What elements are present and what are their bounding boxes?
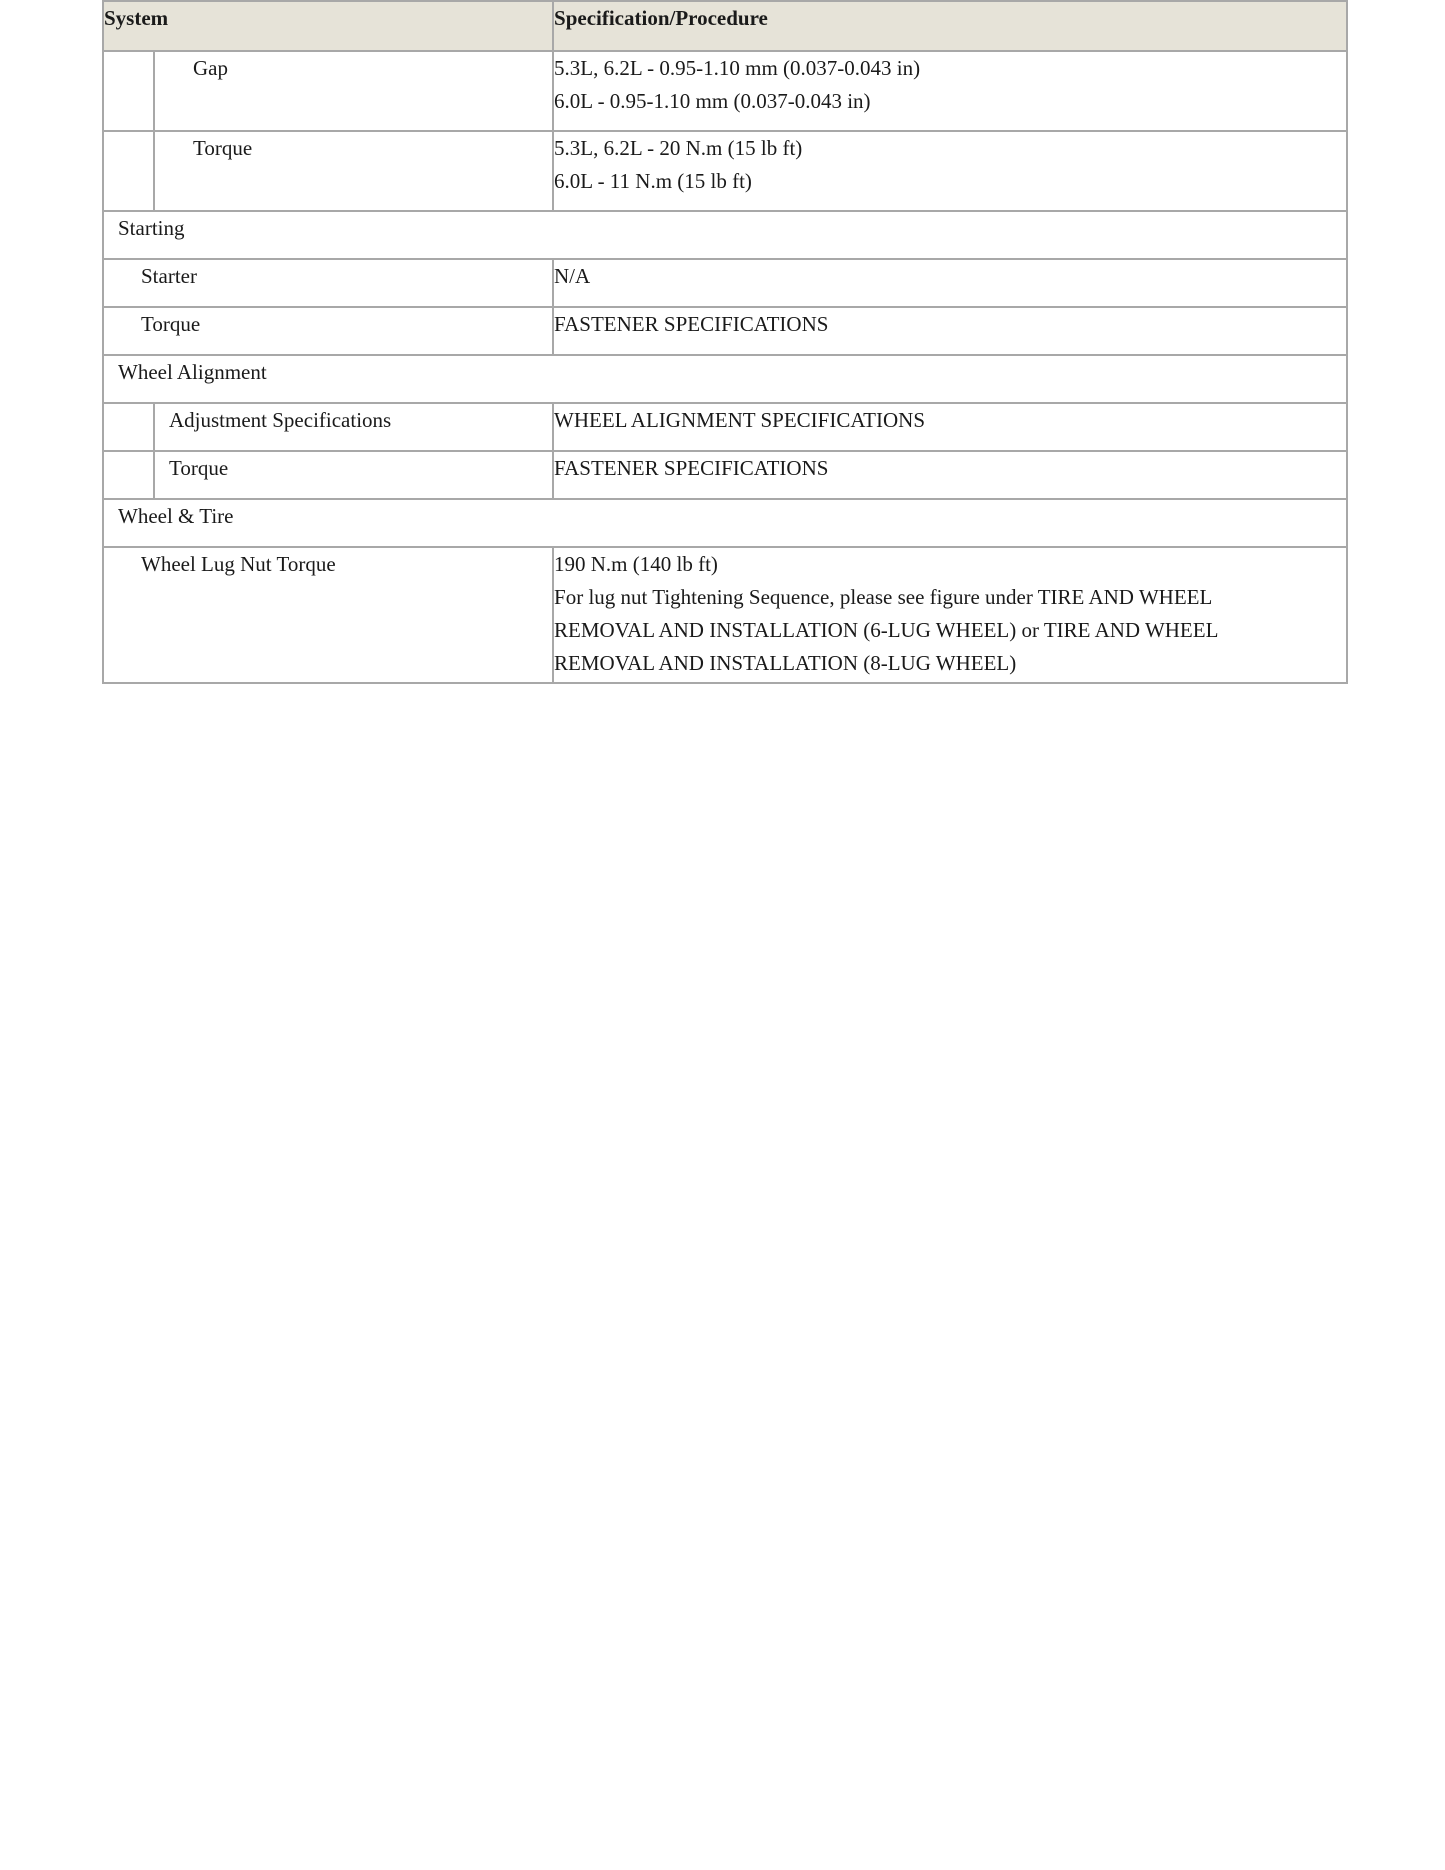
table-row-starting-torque (103, 307, 1347, 355)
spec-line: 6.0L - 11 N.m (15 lb ft) (554, 169, 752, 193)
system-cell (154, 51, 553, 131)
spec-line: 5.3L, 6.2L - 0.95-1.10 mm (0.037-0.043 in) (554, 56, 921, 80)
indent-cell (103, 403, 154, 451)
header-specification: Specification/Procedure (553, 1, 1347, 51)
spec-cell-starter: N/A (553, 259, 1347, 307)
indent-cell (103, 451, 154, 499)
indent-cell (103, 51, 154, 131)
table-row-starter (103, 259, 1347, 307)
section-row-starting (103, 211, 1347, 259)
section-heading-wheel-tire: Wheel & Tire (103, 499, 1347, 547)
spec-line: 190 N.m (140 lb ft) (554, 552, 718, 576)
row-label-torque: Torque (154, 451, 553, 499)
spec-cell-alignment-link: WHEEL ALIGNMENT SPECIFICATIONS (553, 403, 1347, 451)
spec-cell (553, 51, 1347, 131)
table-row-alignment-torque (103, 451, 1347, 499)
section-row-wheel-tire (103, 499, 1347, 547)
table-row-lug-nut (103, 547, 1347, 683)
table-row-gap (103, 51, 1347, 131)
spec-cell-fastener-link: FASTENER SPECIFICATIONS (553, 451, 1347, 499)
section-heading-starting: Starting (103, 211, 1347, 259)
system-cell (103, 547, 553, 683)
system-cell (154, 131, 553, 211)
specification-table (102, 0, 1348, 684)
spec-cell (553, 547, 1347, 683)
section-heading-wheel-alignment: Wheel Alignment (103, 355, 1347, 403)
spec-cell (553, 131, 1347, 211)
spec-line: 5.3L, 6.2L - 20 N.m (15 lb ft) (554, 136, 803, 160)
header-system: System (103, 1, 553, 51)
row-label-adjustment: Adjustment Specifications (154, 403, 553, 451)
row-label-starter: Starter (103, 259, 553, 307)
table-row-adjustment (103, 403, 1347, 451)
row-label-lug-nut: Wheel Lug Nut Torque (141, 552, 336, 576)
section-row-wheel-alignment (103, 355, 1347, 403)
table-row-spark-torque (103, 131, 1347, 211)
spec-line: 6.0L - 0.95-1.10 mm (0.037-0.043 in) (554, 89, 871, 113)
spec-paragraph: For lug nut Tightening Sequence, please see figure under TIRE AND WHEEL REMOVAL AND INSTALLATION (6-LUG WHEEL) or TIRE AND WHEEL REMOVAL AND INSTALLATION (8-LUG WHEEL) (554, 585, 1218, 675)
indent-cell (103, 131, 154, 211)
row-label-gap: Gap (193, 56, 228, 80)
row-label-torque: Torque (193, 136, 253, 160)
table-header-row (103, 1, 1347, 51)
row-label-torque: Torque (103, 307, 553, 355)
spec-cell-fastener-link: FASTENER SPECIFICATIONS (553, 307, 1347, 355)
